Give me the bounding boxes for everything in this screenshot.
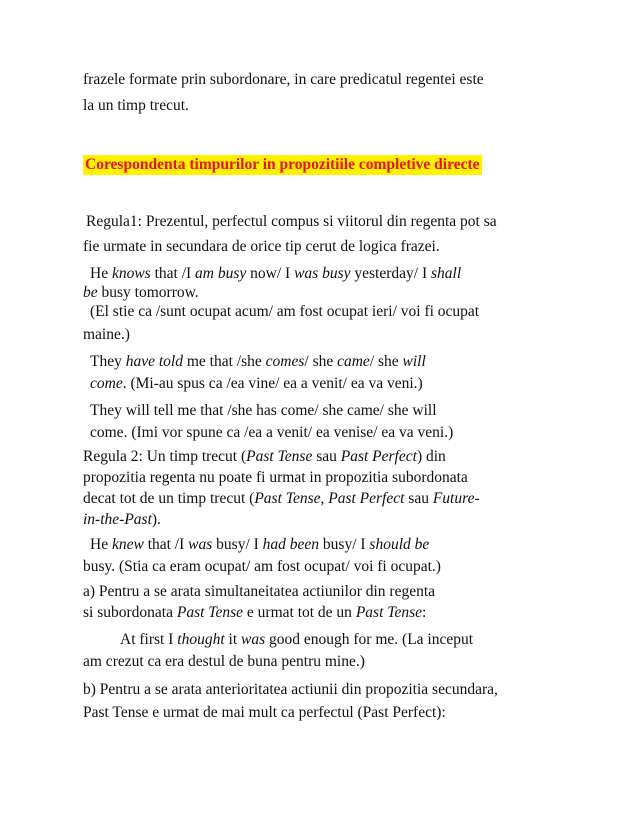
text-span: decat tot de un timp trecut (: [83, 490, 255, 507]
point-a-line-2: [83, 603, 426, 623]
text-span: ).: [151, 511, 161, 528]
text-span: busy/ I: [319, 536, 370, 553]
term-past-tense: Past Tense: [355, 604, 422, 621]
text-span: ) din: [416, 448, 446, 465]
example1-line-1: [90, 264, 461, 284]
verb-comes: comes: [265, 353, 305, 370]
section-heading: Corespondenta timpurilor in propozitiile completive directe: [85, 156, 480, 173]
verb-be: be: [83, 284, 98, 301]
point-b-line-2: Past Tense e urmat de mai mult ca perfectul (Past Perfect):: [83, 704, 446, 721]
text-span: now/ I: [246, 265, 295, 282]
verb-should-be: should be: [369, 536, 430, 553]
verb-knows: knows: [111, 265, 151, 282]
verb-am-busy: am busy: [195, 265, 247, 282]
example3-line-1: They will tell me that /she has come/ she came/ she will: [90, 402, 437, 419]
example4-line-2: busy. (Stia ca eram ocupat/ am fost ocupat/ voi fi ocupat.): [83, 558, 441, 575]
verb-knew: knew: [111, 536, 144, 553]
text-span: He: [90, 536, 112, 553]
text-span: it: [224, 631, 242, 648]
text-span: He: [90, 265, 112, 282]
verb-have-told: have told: [125, 353, 183, 370]
text-span: / she: [369, 353, 403, 370]
text-span: sau: [312, 448, 341, 465]
verb-had-been: had been: [262, 536, 320, 553]
verb-was-busy: was busy: [294, 265, 351, 282]
intro-line-2: la un timp trecut.: [83, 97, 189, 114]
term-past-perfect: Past Perfect: [340, 448, 417, 465]
text-span: Regula 2: Un timp trecut (: [83, 448, 247, 465]
text-span: At first I: [120, 631, 178, 648]
rule2-line-4: [83, 510, 161, 530]
verb-was: was: [188, 536, 213, 553]
text-span: good enough for me. (La inceput: [265, 631, 474, 648]
example1-translation-1: (El stie ca /sunt ocupat acum/ am fost ocupat ieri/ voi fi ocupat: [90, 303, 480, 320]
term-past-tense: Past Tense: [254, 490, 321, 507]
term-future: Future-: [432, 490, 480, 507]
text-span: that /I: [150, 265, 196, 282]
example1-translation-2: maine.): [83, 326, 130, 343]
example2-line-2: [90, 374, 423, 394]
intro-line-1: frazele formate prin subordonare, in care predicatul regentei este: [83, 71, 484, 88]
rule1-line-1: Regula1: Prezentul, perfectul compus si viitorul din regenta pot sa: [86, 213, 497, 230]
text-span: e urmat tot de un: [243, 604, 356, 621]
verb-came: came: [337, 353, 370, 370]
verb-thought: thought: [177, 631, 225, 648]
example5-line-1: [120, 630, 473, 650]
rule2-line-1: [83, 447, 446, 467]
rule2-line-2: propozitia regenta nu poate fi urmat in propozitia subordonata: [83, 469, 468, 486]
text-span: that /I: [143, 536, 189, 553]
term-past-tense: Past Tense: [176, 604, 244, 621]
text-span: sau: [404, 490, 433, 507]
point-a-line-1: a) Pentru a se arata simultaneitatea actiunilor din regenta: [83, 583, 436, 600]
text-span: ,: [320, 490, 329, 507]
example2-line-1: [90, 352, 426, 372]
text-span: / she: [304, 353, 338, 370]
text-span: si subordonata: [83, 604, 177, 621]
example4-line-1: [90, 535, 429, 555]
example5-line-2: am crezut ca era destul de buna pentru mine.): [83, 653, 365, 670]
term-past-tense: Past Tense: [246, 448, 313, 465]
verb-will: will: [402, 353, 426, 370]
text-span: :: [421, 604, 427, 621]
term-future-in-the-past: in-the-Past: [83, 511, 152, 528]
example3-line-2: come. (Imi vor spune ca /ea a venit/ ea venise/ ea va veni.): [90, 424, 454, 441]
verb-come: come: [90, 375, 123, 392]
term-past-perfect: Past Perfect: [328, 490, 405, 507]
example1-line-2: [83, 283, 199, 303]
text-span: me that /she: [182, 353, 266, 370]
text-span: busy/ I: [212, 536, 263, 553]
text-span: yesterday/ I: [350, 265, 431, 282]
verb-was: was: [241, 631, 266, 648]
text-span: busy tomorrow.: [97, 284, 199, 301]
text-span: . (Mi-au spus ca /ea vine/ ea a venit/ ea va veni.): [122, 375, 423, 392]
point-b-line-1: b) Pentru a se arata anterioritatea actiunii din propozitia secundara,: [83, 681, 498, 698]
rule1-line-2: fie urmate in secundara de orice tip cerut de logica frazei.: [83, 238, 440, 255]
text-span: They: [90, 353, 126, 370]
verb-shall: shall: [430, 265, 462, 282]
rule2-line-3: [83, 489, 480, 509]
